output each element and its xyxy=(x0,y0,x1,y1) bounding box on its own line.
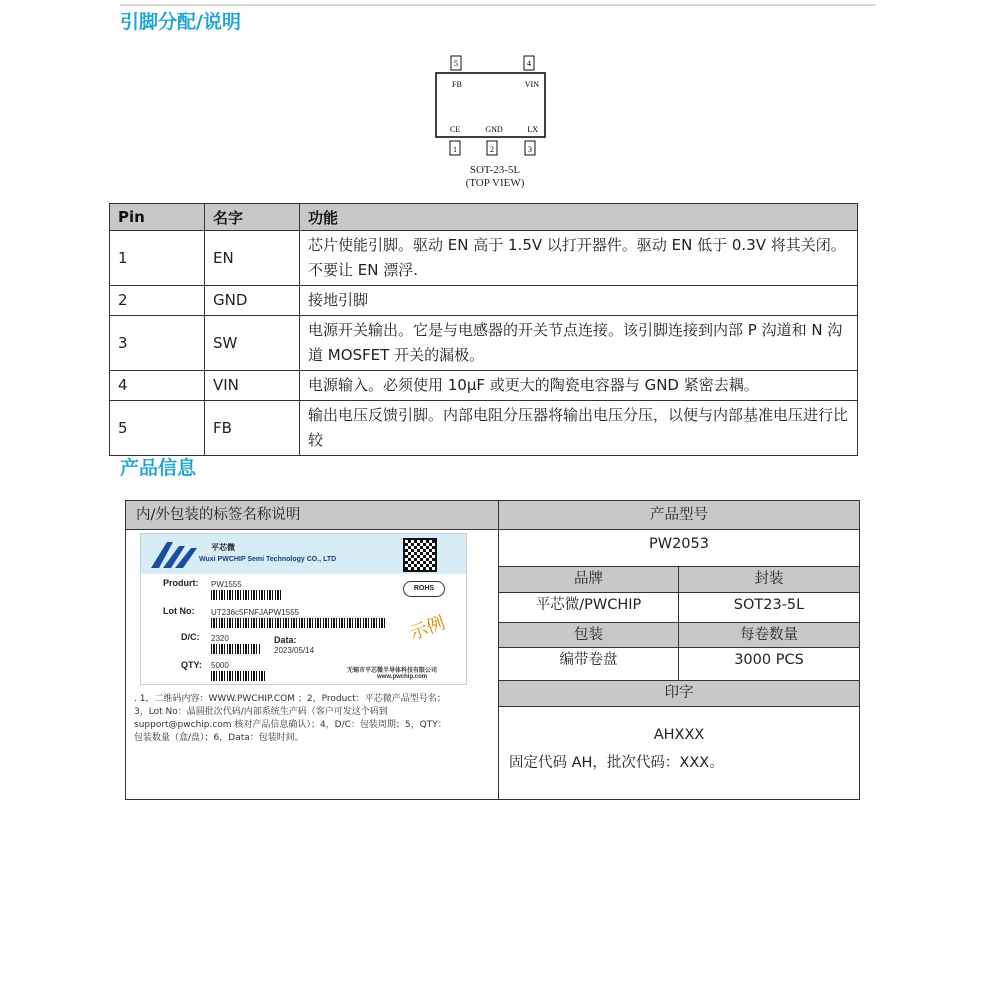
note-line: support@pwchip.com 核对产品信息确认）；4，D/C：包装周期；5，QTY： xyxy=(134,720,447,730)
label-website: www.pwchip.com xyxy=(377,674,428,680)
label-column-header: 内/外包装的标签名称说明 xyxy=(126,501,498,530)
cell-name: FB xyxy=(205,401,300,456)
pin-label-lx: LX xyxy=(527,125,538,134)
label-dc-key: D/C: xyxy=(181,632,200,642)
brand-value-row xyxy=(499,593,859,623)
table-row xyxy=(110,316,858,371)
cell-pin: 2 xyxy=(110,286,205,316)
brand-label: 品牌 xyxy=(499,567,679,592)
pin-table-header xyxy=(110,204,858,231)
barcode-dc xyxy=(211,644,261,654)
label-lot-key: Lot No: xyxy=(163,606,195,616)
package-caption-name: SOT-23-5L xyxy=(469,164,521,176)
label-sample xyxy=(140,533,467,685)
pin-label-fb: FB xyxy=(452,80,462,89)
brand-value: 平芯微/PWCHIP xyxy=(499,593,679,622)
model-value: PW2053 xyxy=(649,536,709,552)
marking-code: AHXXX xyxy=(653,727,705,743)
cell-pin: 5 xyxy=(110,401,205,456)
barcode-product xyxy=(211,590,281,600)
pin-table xyxy=(109,203,858,456)
label-brand-cn: 平芯微 xyxy=(211,543,235,552)
header-name: 名字 xyxy=(205,204,300,231)
pin-num-4: 4 xyxy=(527,59,531,68)
header-function: 功能 xyxy=(300,204,858,231)
marking-description: 固定代码 AH，批次代码：XXX。 xyxy=(509,755,724,771)
qr-code-icon xyxy=(403,538,437,572)
pin-num-1: 1 xyxy=(453,145,457,154)
table-row xyxy=(110,371,858,401)
note-line: 3，Lot No：晶圆批次代码/内部系统生产码（客户可发这个码到 xyxy=(134,707,388,717)
label-dc-value: 2320 xyxy=(211,634,229,643)
qty-value: 3000 PCS xyxy=(734,652,804,668)
section-title-pin: 引脚分配/说明 xyxy=(120,11,241,33)
marking-header-row xyxy=(499,681,859,707)
cell-pin: 3 xyxy=(110,316,205,371)
qty-label: 每卷数量 xyxy=(740,627,798,643)
marking-label: 印字 xyxy=(664,685,694,701)
pin-num-3: 3 xyxy=(528,145,532,154)
label-header xyxy=(141,534,466,574)
label-company-cn: 无锡市平芯微半导体科技有限公司 xyxy=(347,668,438,674)
package-label: 封装 xyxy=(754,571,784,587)
product-info-table xyxy=(125,500,860,800)
table-row xyxy=(110,286,858,316)
header-pin: Pin xyxy=(110,204,205,231)
pin-label-vin: VIN xyxy=(524,80,539,89)
cell-name: VIN xyxy=(205,371,300,401)
section-title-product: 产品信息 xyxy=(120,457,197,479)
label-produrt-key: Produrt: xyxy=(163,578,199,588)
note-line: . 1，二维码内容：WWW.PWCHIP.COM ；2，Product：平芯微产品型号名； xyxy=(134,694,446,704)
label-qty-key: QTY: xyxy=(181,660,202,670)
cell-name: EN xyxy=(205,231,300,286)
package-value: SOT23-5L xyxy=(733,597,805,613)
product-column xyxy=(499,501,859,799)
packing-value-row xyxy=(499,648,859,681)
label-data-value: 2023/05/14 xyxy=(274,646,315,655)
model-row xyxy=(499,530,859,567)
cell-pin: 1 xyxy=(110,231,205,286)
label-produrt-value: PW1555 xyxy=(211,580,242,589)
note-line: 包装数量（盒/盘）；6，Data：包装时间。 xyxy=(134,733,304,743)
cell-pin: 4 xyxy=(110,371,205,401)
packing-label: 包装 xyxy=(499,623,679,647)
package-diagram xyxy=(400,50,590,200)
label-lot-value: UT236c5FNFJAPW1555 xyxy=(211,608,300,617)
table-row xyxy=(110,401,858,456)
pin-label-gnd: GND xyxy=(485,125,503,134)
cell-name: SW xyxy=(205,316,300,371)
pin-num-5: 5 xyxy=(454,59,458,68)
top-rule xyxy=(120,4,876,6)
sample-stamp: 示例 xyxy=(407,612,449,645)
pin-label-ce: CE xyxy=(450,125,461,134)
cell-function: 接地引脚 xyxy=(300,286,858,316)
label-company-en: Wuxi PWCHIP Semi Technology CO., LTD xyxy=(199,556,337,563)
table-row xyxy=(110,231,858,286)
cell-name: GND xyxy=(205,286,300,316)
packing-header-row xyxy=(499,623,859,648)
pwchip-logo-icon xyxy=(149,538,209,572)
brand-header-row xyxy=(499,567,859,593)
cell-function: 电源输入。必须使用 10μF 或更大的陶瓷电容器与 GND 紧密去耦。 xyxy=(300,371,858,401)
label-qty-value: 5000 xyxy=(211,661,229,670)
label-notes xyxy=(134,693,494,745)
cell-function: 输出电压反馈引脚。内部电阻分压器将输出电压分压，以便与内部基准电压进行比较 xyxy=(300,401,858,456)
rohs-badge: ROHS xyxy=(403,581,445,597)
label-data-key: Data: xyxy=(274,635,297,645)
barcode-lot xyxy=(211,618,386,628)
pin-num-2: 2 xyxy=(490,145,494,154)
label-column xyxy=(126,501,499,799)
model-header: 产品型号 xyxy=(499,501,859,530)
packing-value: 编带卷盘 xyxy=(499,648,679,680)
package-caption-view: (TOP VIEW) xyxy=(465,177,525,189)
cell-function: 芯片使能引脚。驱动 EN 高于 1.5V 以打开器件。驱动 EN 低于 0.3V 将其关闭。不要让 EN 漂浮. xyxy=(300,231,858,286)
barcode-qty xyxy=(211,671,266,681)
cell-function: 电源开关输出。它是与电感器的开关节点连接。该引脚连接到内部 P 沟道和 N 沟道 MOSFET 开关的漏极。 xyxy=(300,316,858,371)
